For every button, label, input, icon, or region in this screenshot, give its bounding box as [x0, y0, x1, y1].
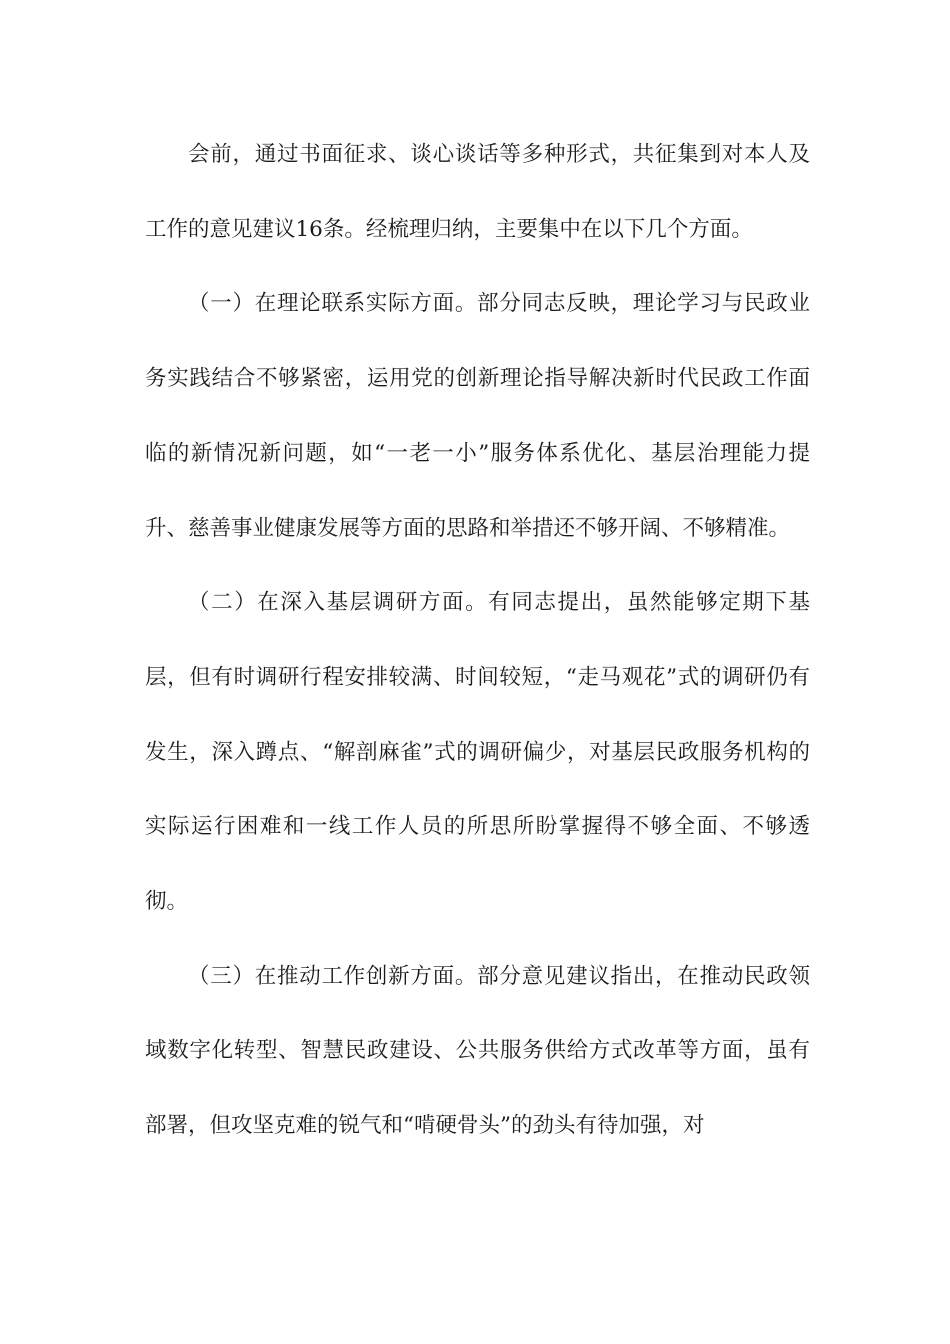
- document-body: [145, 118, 810, 1164]
- paragraph-section-1: （一）在理论联系实际方面。部分同志反映，理论学习与民政业务实践结合不够紧密，运用党的创新理论指导解决新时代民政工作面临的新情况新问题，如“一老一小”服务体系优化、基层治理能力提升、慈善事业健康发展等方面的思路和举措还不够开阔、不够精准。: [145, 291, 810, 541]
- paragraph-section-2: （二）在深入基层调研方面。有同志提出，虽然能够定期下基层，但有时调研行程安排较满、时间较短，“走马观花”式的调研仍有发生，深入蹲点、“解剖麻雀”式的调研偏少，对基层民政服务机构的实际运行困难和一线工作人员的所思所盼掌握得不够全面、不够透彻。: [145, 590, 810, 915]
- paragraph-intro: 会前，通过书面征求、谈心谈话等多种形式，共征集到对本人及工作的意见建议16条。经梳理归纳，主要集中在以下几个方面。: [145, 142, 810, 242]
- paragraph-section-3: （三）在推动工作创新方面。部分意见建议指出，在推动民政领域数字化转型、智慧民政建设、公共服务供给方式改革等方面，虽有部署，但攻坚克难的锐气和“啃硬骨头”的劲头有待加强，对: [145, 963, 810, 1139]
